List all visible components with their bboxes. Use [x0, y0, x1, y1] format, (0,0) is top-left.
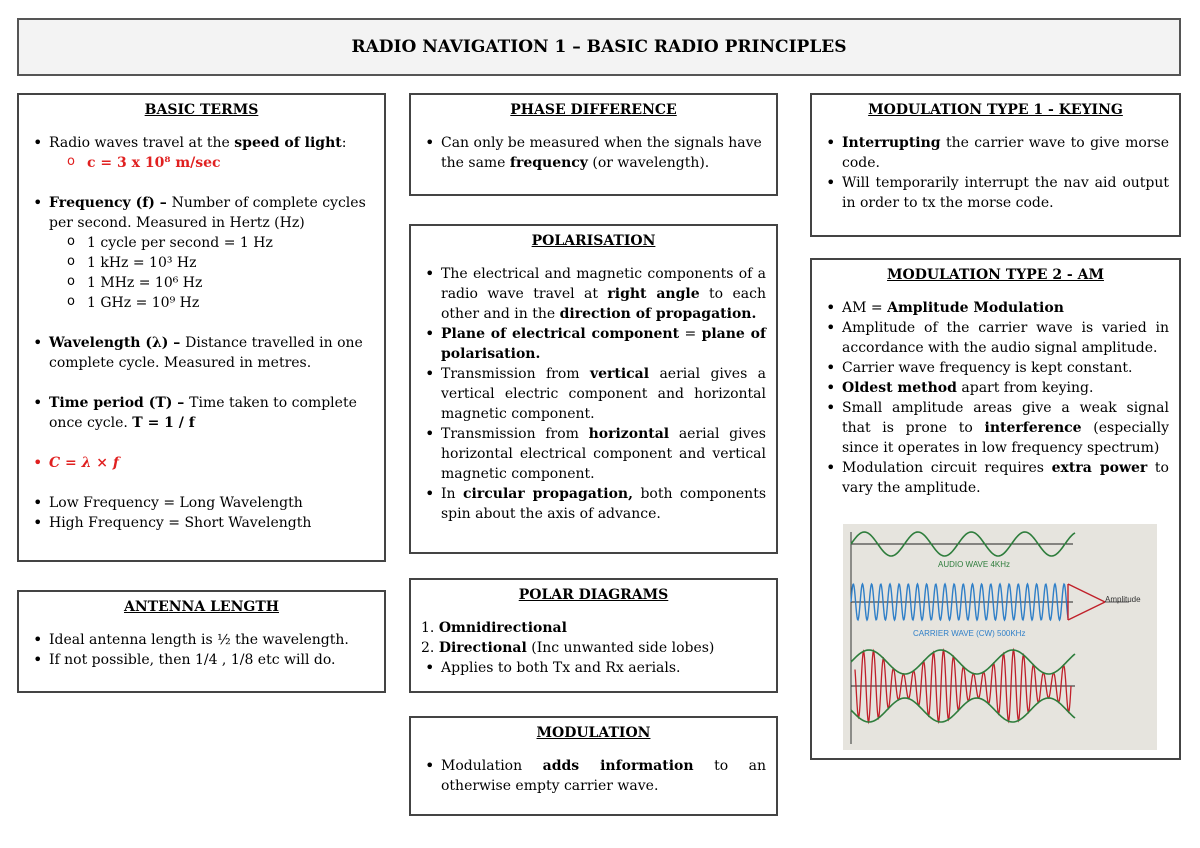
list-item: • Transmission from horizontal aerial gives horizontal electrical component and vertical magnetic component.	[421, 424, 766, 484]
antenna-length-box	[17, 590, 386, 693]
basic-terms-list	[29, 133, 374, 533]
list-item: • Small amplitude areas give a weak signal that is prone to interference (especially since it operates in low frequency spectrum)	[822, 398, 1169, 458]
basic-terms-box	[17, 93, 386, 562]
am-modulation-figure	[843, 524, 1157, 750]
polar-diagrams-list	[421, 618, 766, 678]
modulation-box	[409, 716, 778, 816]
amplitude-label: Amplitude	[1105, 595, 1141, 604]
list-item: • Modulation adds information to an otherwise empty carrier wave.	[421, 756, 766, 796]
audio-wave-label: AUDIO WAVE 4KHz	[938, 560, 1011, 569]
list-item: • Oldest method apart from keying.	[822, 378, 1169, 398]
polarisation-list	[421, 264, 766, 524]
list-item: • Applies to both Tx and Rx aerials.	[421, 658, 766, 678]
list-item: • Amplitude of the carrier wave is varied in accordance with the audio signal amplitude.	[822, 318, 1169, 358]
list-item: • AM = Amplitude Modulation	[822, 298, 1169, 318]
list-item: o 1 GHz = 10⁹ Hz	[29, 293, 374, 313]
keying-box	[810, 93, 1181, 237]
list-item: • Transmission from vertical aerial gives a vertical electric component and horizontal magnetic component.	[421, 364, 766, 424]
list-item: • High Frequency = Short Wavelength	[29, 513, 374, 533]
modulation-list	[421, 756, 766, 796]
keying-list	[822, 133, 1169, 213]
list-item: • If not possible, then 1/4 , 1/8 etc will do.	[29, 650, 374, 670]
list-item: • The electrical and magnetic components of a radio wave travel at right angle to each other and in the direction of propagation.	[421, 264, 766, 324]
list-item: • Low Frequency = Long Wavelength	[29, 493, 374, 513]
list-item: • Time period (T) – Time taken to complete once cycle. T = 1 / f	[29, 393, 374, 433]
am-heading: MODULATION TYPE 2 - AM	[887, 267, 1104, 283]
carrier-wave-label: CARRIER WAVE (CW) 500KHz	[913, 629, 1026, 638]
keying-heading: MODULATION TYPE 1 - KEYING	[868, 102, 1123, 118]
list-item: o 1 kHz = 10³ Hz	[29, 253, 374, 273]
antenna-length-list	[29, 630, 374, 670]
polarisation-box	[409, 224, 778, 554]
list-item: • Plane of electrical component = plane of polarisation.	[421, 324, 766, 364]
phase-difference-box	[409, 93, 778, 196]
list-item: • Wavelength (λ) – Distance travelled in one complete cycle. Measured in metres.	[29, 333, 374, 373]
polar-diagrams-heading: POLAR DIAGRAMS	[518, 587, 669, 603]
list-item: • Modulation circuit requires extra power to vary the amplitude.	[822, 458, 1169, 498]
list-item: o 1 cycle per second = 1 Hz	[29, 233, 374, 253]
list-item: • Ideal antenna length is ½ the wavelength.	[29, 630, 374, 650]
antenna-length-heading: ANTENNA LENGTH	[124, 599, 279, 615]
list-item: • Carrier wave frequency is kept constant.	[822, 358, 1169, 378]
list-item: • C = λ × f	[29, 453, 374, 473]
am-list	[822, 298, 1169, 498]
list-item: • Radio waves travel at the speed of light:	[29, 133, 374, 153]
list-item: • Can only be measured when the signals have the same frequency (or wavelength).	[421, 133, 766, 173]
phase-difference-list	[421, 133, 766, 173]
list-item: • Will temporarily interrupt the nav aid output in order to tx the morse code.	[822, 173, 1169, 213]
list-item: • Frequency (f) – Number of complete cycles per second. Measured in Hertz (Hz)	[29, 193, 374, 233]
phase-difference-heading: PHASE DIFFERENCE	[510, 102, 677, 118]
polarisation-heading: POLARISATION	[531, 233, 656, 249]
list-item: • In circular propagation, both components spin about the axis of advance.	[421, 484, 766, 524]
list-item: 2. Directional (Inc unwanted side lobes)	[421, 640, 715, 656]
modulation-heading: MODULATION	[536, 725, 651, 741]
list-item: • Interrupting the carrier wave to give morse code.	[822, 133, 1169, 173]
basic-terms-heading: BASIC TERMS	[144, 102, 259, 118]
list-item: o 1 MHz = 10⁶ Hz	[29, 273, 374, 293]
am-waveform-svg	[843, 524, 1157, 750]
list-item: o c = 3 x 10⁸ m/sec	[29, 153, 374, 173]
page-title: RADIO NAVIGATION 1 – BASIC RADIO PRINCIPLES	[17, 18, 1181, 76]
list-item: 1. Omnidirectional	[421, 620, 567, 636]
polar-diagrams-box	[409, 578, 778, 693]
